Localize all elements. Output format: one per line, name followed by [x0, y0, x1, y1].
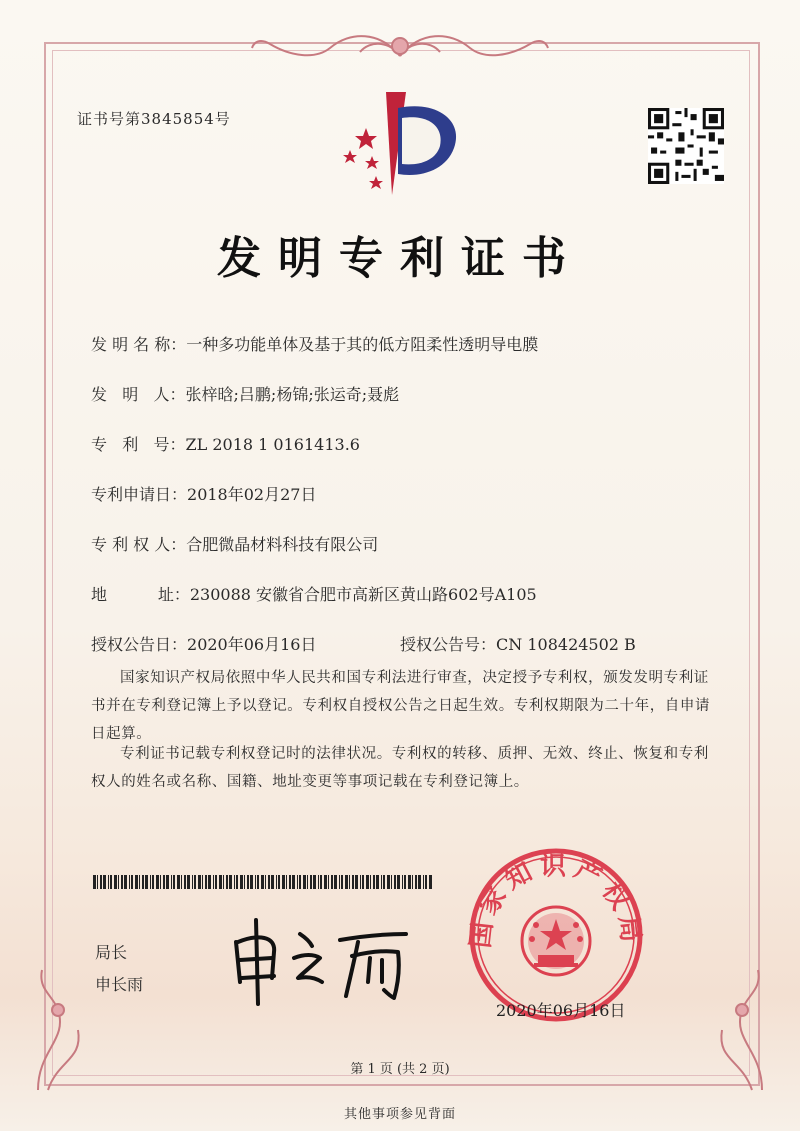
grant-date-row [91, 632, 316, 655]
cnipa-emblem [336, 90, 466, 200]
bottom-left-ornament [28, 960, 98, 1100]
inventor-label: 发 明 人： [91, 385, 186, 404]
patentee-row [91, 532, 378, 555]
barcode [93, 875, 433, 889]
address-value: 230088 安徽省合肥市高新区黄山路602号A105 [189, 585, 537, 604]
patent-number-label: 专 利 号： [91, 435, 186, 454]
grant-number-row [400, 632, 636, 655]
grant-date-value: 2020年06月16日 [187, 635, 317, 654]
patent-number-row [91, 432, 360, 455]
address-row [91, 582, 537, 605]
filing-date-label: 专利申请日： [91, 485, 188, 504]
top-ornament [250, 26, 550, 68]
filing-date-row [91, 482, 316, 505]
qr-code [648, 108, 724, 184]
grant-number-value: CN 108424502 B [496, 635, 636, 654]
patentee-value: 合肥微晶材料科技有限公司 [186, 535, 379, 554]
address-label: 地 址： [91, 585, 190, 604]
certificate-title: 发明专利证书 [217, 233, 583, 284]
director-name: 申长雨 [95, 975, 144, 994]
director-signature [228, 912, 428, 1007]
seal-text: 国家知识产权局 [466, 851, 646, 950]
inventor-row [91, 382, 399, 405]
grant-date-label: 授权公告日： [91, 635, 188, 654]
invention-name-value: 一种多功能单体及基于其的低方阻柔性透明导电膜 [186, 335, 539, 354]
filing-date-value: 2018年02月27日 [187, 485, 317, 504]
footer-note: 其他事项参见背面 [343, 1107, 456, 1122]
certificate-number: 证书号第3845854号 [77, 110, 231, 128]
page-number: 第 1 页 (共 2 页) [350, 1062, 450, 1077]
seal-date: 2020年06月16日 [496, 1001, 626, 1020]
director-title: 局长 [95, 943, 128, 962]
patentee-label: 专 利 权 人： [91, 535, 187, 554]
patent-number-value: ZL 2018 1 0161413.6 [185, 435, 360, 454]
invention-name-label: 发 明 名 称： [91, 335, 187, 354]
inventor-value: 张梓晗;吕鹏;杨锦;张运奇;聂彪 [185, 385, 400, 404]
grant-number-label: 授权公告号： [400, 635, 497, 654]
invention-name-row [91, 332, 538, 355]
body-paragraph-2: 专利证书记载专利权登记时的法律状况。专利权的转移、质押、无效、终止、恢复和专利权人的姓名或名称、国籍、地址变更等事项记载在专利登记簿上。 [91, 746, 709, 790]
bottom-right-ornament [702, 960, 772, 1100]
body-paragraph-1: 国家知识产权局依照中华人民共和国专利法进行审查，决定授予专利权，颁发发明专利证书并在专利登记簿上予以登记。专利权自授权公告之日起生效。专利权期限为二十年，自申请日起算。 [91, 670, 711, 742]
